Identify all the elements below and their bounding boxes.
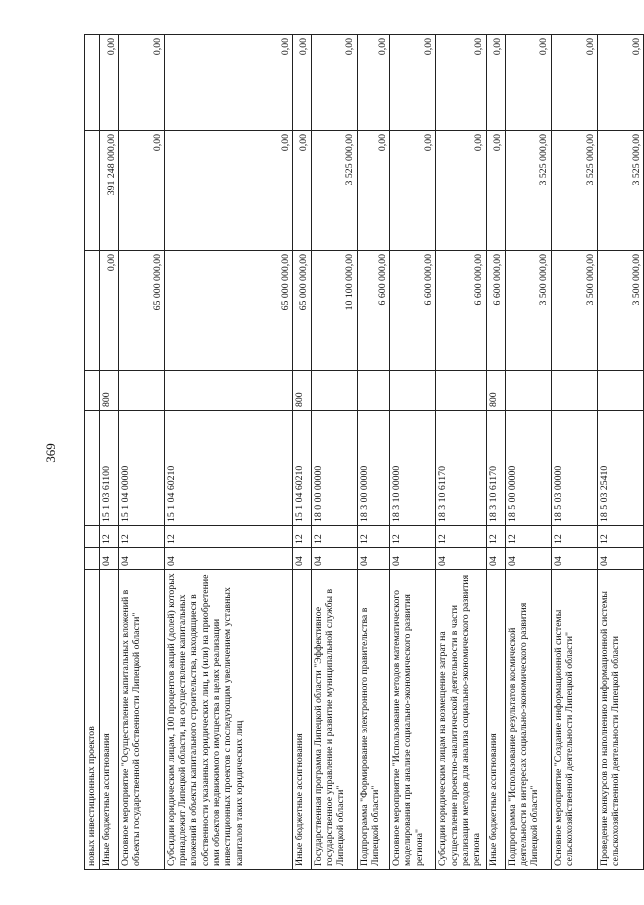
cell-amount-3 xyxy=(85,35,100,131)
table-row xyxy=(436,35,486,870)
table-body xyxy=(85,35,644,870)
cell-rz: 12 xyxy=(118,526,164,548)
cell-vr xyxy=(164,371,292,411)
cell-name: Субсидии юридическим лицам на возмещение затрат на осуществление проектно-аналитической деятельности в части реализации методов для анализа социально-экономического развития региона xyxy=(436,570,486,870)
cell-csr: 18 5 03 25410 xyxy=(597,411,643,526)
cell-name: Иные бюджетные ассигнования xyxy=(292,570,311,870)
cell-amount-2: 0,00 xyxy=(292,131,311,251)
cell-amount-3: 0,00 xyxy=(551,35,597,131)
cell-amount-1 xyxy=(85,251,100,371)
cell-csr: 15 1 04 60210 xyxy=(292,411,311,526)
cell-rz: 12 xyxy=(357,526,389,548)
cell-amount-3: 0,00 xyxy=(390,35,436,131)
cell-gr: 04 xyxy=(292,548,311,570)
cell-amount-1: 65 000 000,00 xyxy=(118,251,164,371)
table-row xyxy=(118,35,164,870)
cell-amount-3: 0,00 xyxy=(505,35,551,131)
cell-amount-3: 0,00 xyxy=(357,35,389,131)
cell-amount-1: 0,00 xyxy=(99,251,118,371)
cell-amount-2: 0,00 xyxy=(118,131,164,251)
cell-amount-1: 6 600 000,00 xyxy=(486,251,505,371)
cell-csr: 15 1 04 00000 xyxy=(118,411,164,526)
cell-rz: 12 xyxy=(99,526,118,548)
cell-name: Государственная программа Липецкой области "Эффективное государственное управление и развитие муниципальной службы в Липецкой области" xyxy=(311,570,357,870)
cell-gr: 04 xyxy=(357,548,389,570)
cell-amount-2: 0,00 xyxy=(390,131,436,251)
cell-name: Основное мероприятие "Осуществление капитальных вложений в объекты государственной собственности Липецкой области" xyxy=(118,570,164,870)
cell-amount-2: 3 525 000,00 xyxy=(551,131,597,251)
budget-table xyxy=(84,34,644,870)
cell-amount-3: 0,00 xyxy=(164,35,292,131)
cell-amount-2: 0,00 xyxy=(436,131,486,251)
cell-vr: 800 xyxy=(99,371,118,411)
cell-csr: 15 1 04 60210 xyxy=(164,411,292,526)
cell-amount-2: 3 525 000,00 xyxy=(597,131,643,251)
cell-vr xyxy=(118,371,164,411)
cell-amount-3: 0,00 xyxy=(292,35,311,131)
cell-amount-2: 0,00 xyxy=(164,131,292,251)
cell-rz: 12 xyxy=(486,526,505,548)
page-number: 369 xyxy=(43,443,58,463)
table-row xyxy=(505,35,551,870)
cell-csr: 18 0 00 00000 xyxy=(311,411,357,526)
cell-amount-2 xyxy=(85,131,100,251)
table-row xyxy=(292,35,311,870)
cell-name: новых инвестиционных проектов xyxy=(85,570,100,870)
budget-table-wrapper xyxy=(84,35,644,870)
cell-rz: 12 xyxy=(551,526,597,548)
cell-amount-1: 3 500 000,00 xyxy=(551,251,597,371)
cell-csr: 18 3 10 61170 xyxy=(436,411,486,526)
cell-amount-2: 3 525 000,00 xyxy=(505,131,551,251)
cell-rz: 12 xyxy=(436,526,486,548)
cell-rz: 12 xyxy=(597,526,643,548)
cell-vr xyxy=(597,371,643,411)
cell-rz: 12 xyxy=(292,526,311,548)
cell-amount-3: 0,00 xyxy=(486,35,505,131)
cell-csr: 18 3 00 00000 xyxy=(357,411,389,526)
cell-csr: 18 3 10 61170 xyxy=(486,411,505,526)
cell-name: Проведение конкурсов по наполнению информационной системы сельскохозяйственной деятельности Липецкой области xyxy=(597,570,643,870)
table-row xyxy=(164,35,292,870)
cell-rz xyxy=(85,526,100,548)
cell-gr: 04 xyxy=(118,548,164,570)
rotated-page xyxy=(84,35,644,870)
table-row xyxy=(99,35,118,870)
cell-amount-1: 10 100 000,00 xyxy=(311,251,357,371)
cell-gr: 04 xyxy=(505,548,551,570)
cell-gr: 04 xyxy=(390,548,436,570)
cell-name: Иные бюджетные ассигнования xyxy=(486,570,505,870)
cell-vr xyxy=(357,371,389,411)
cell-amount-2: 0,00 xyxy=(486,131,505,251)
cell-amount-1: 65 000 000,00 xyxy=(292,251,311,371)
table-row xyxy=(486,35,505,870)
cell-gr xyxy=(85,548,100,570)
table-row xyxy=(551,35,597,870)
cell-vr xyxy=(390,371,436,411)
cell-vr xyxy=(85,371,100,411)
cell-csr: 18 3 10 00000 xyxy=(390,411,436,526)
cell-amount-1: 65 000 000,00 xyxy=(164,251,292,371)
cell-vr xyxy=(311,371,357,411)
cell-amount-1: 6 600 000,00 xyxy=(390,251,436,371)
cell-amount-1: 3 500 000,00 xyxy=(597,251,643,371)
table-row xyxy=(357,35,389,870)
table-row xyxy=(390,35,436,870)
cell-rz: 12 xyxy=(311,526,357,548)
cell-amount-1: 6 600 000,00 xyxy=(436,251,486,371)
cell-gr: 04 xyxy=(436,548,486,570)
cell-rz: 12 xyxy=(390,526,436,548)
cell-amount-2: 391 248 000,00 xyxy=(99,131,118,251)
cell-amount-2: 3 525 000,00 xyxy=(311,131,357,251)
cell-amount-3: 0,00 xyxy=(118,35,164,131)
cell-gr: 04 xyxy=(551,548,597,570)
cell-amount-1: 6 600 000,00 xyxy=(357,251,389,371)
cell-name: Подпрограмма "Формирование электронного правительства в Липецкой области" xyxy=(357,570,389,870)
cell-name: Иные бюджетные ассигнования xyxy=(99,570,118,870)
cell-gr: 04 xyxy=(99,548,118,570)
cell-rz: 12 xyxy=(164,526,292,548)
cell-csr: 18 5 00 00000 xyxy=(505,411,551,526)
cell-gr: 04 xyxy=(486,548,505,570)
cell-vr: 800 xyxy=(292,371,311,411)
table-row xyxy=(597,35,643,870)
cell-vr xyxy=(551,371,597,411)
cell-amount-1: 3 500 000,00 xyxy=(505,251,551,371)
cell-amount-2: 0,00 xyxy=(357,131,389,251)
cell-vr xyxy=(436,371,486,411)
cell-amount-3: 0,00 xyxy=(597,35,643,131)
cell-amount-3: 0,00 xyxy=(99,35,118,131)
cell-vr: 800 xyxy=(486,371,505,411)
cell-gr: 04 xyxy=(597,548,643,570)
cell-amount-3: 0,00 xyxy=(436,35,486,131)
cell-gr: 04 xyxy=(164,548,292,570)
cell-name: Подпрограмма "Использование результатов космической деятельности в интересах социально-экономического развития Липецкой области" xyxy=(505,570,551,870)
cell-csr: 15 1 03 61100 xyxy=(99,411,118,526)
cell-csr xyxy=(85,411,100,526)
cell-name: Основное мероприятие "Использование методов математического моделирования при анализе социально-экономического развития региона" xyxy=(390,570,436,870)
cell-name: Основное мероприятие "Создание информационной системы сельскохозяйственной деятельности Липецкой области" xyxy=(551,570,597,870)
cell-name: Субсидии юридическим лицам, 100 процентов акций (долей) которых принадлежит Липецкой области, на осуществление капитальных вложений в объекты капитального строительства, находящиеся в собственности указанных юридических лиц, и (или) на приобретение ими объектов недвижимого имущества в целях реализации инвестиционных проектов с последующим увеличением уставных капиталов таких юридических лиц xyxy=(164,570,292,870)
cell-csr: 18 5 03 00000 xyxy=(551,411,597,526)
cell-rz: 12 xyxy=(505,526,551,548)
table-row xyxy=(85,35,100,870)
cell-gr: 04 xyxy=(311,548,357,570)
cell-amount-3: 0,00 xyxy=(311,35,357,131)
table-row xyxy=(311,35,357,870)
cell-vr xyxy=(505,371,551,411)
